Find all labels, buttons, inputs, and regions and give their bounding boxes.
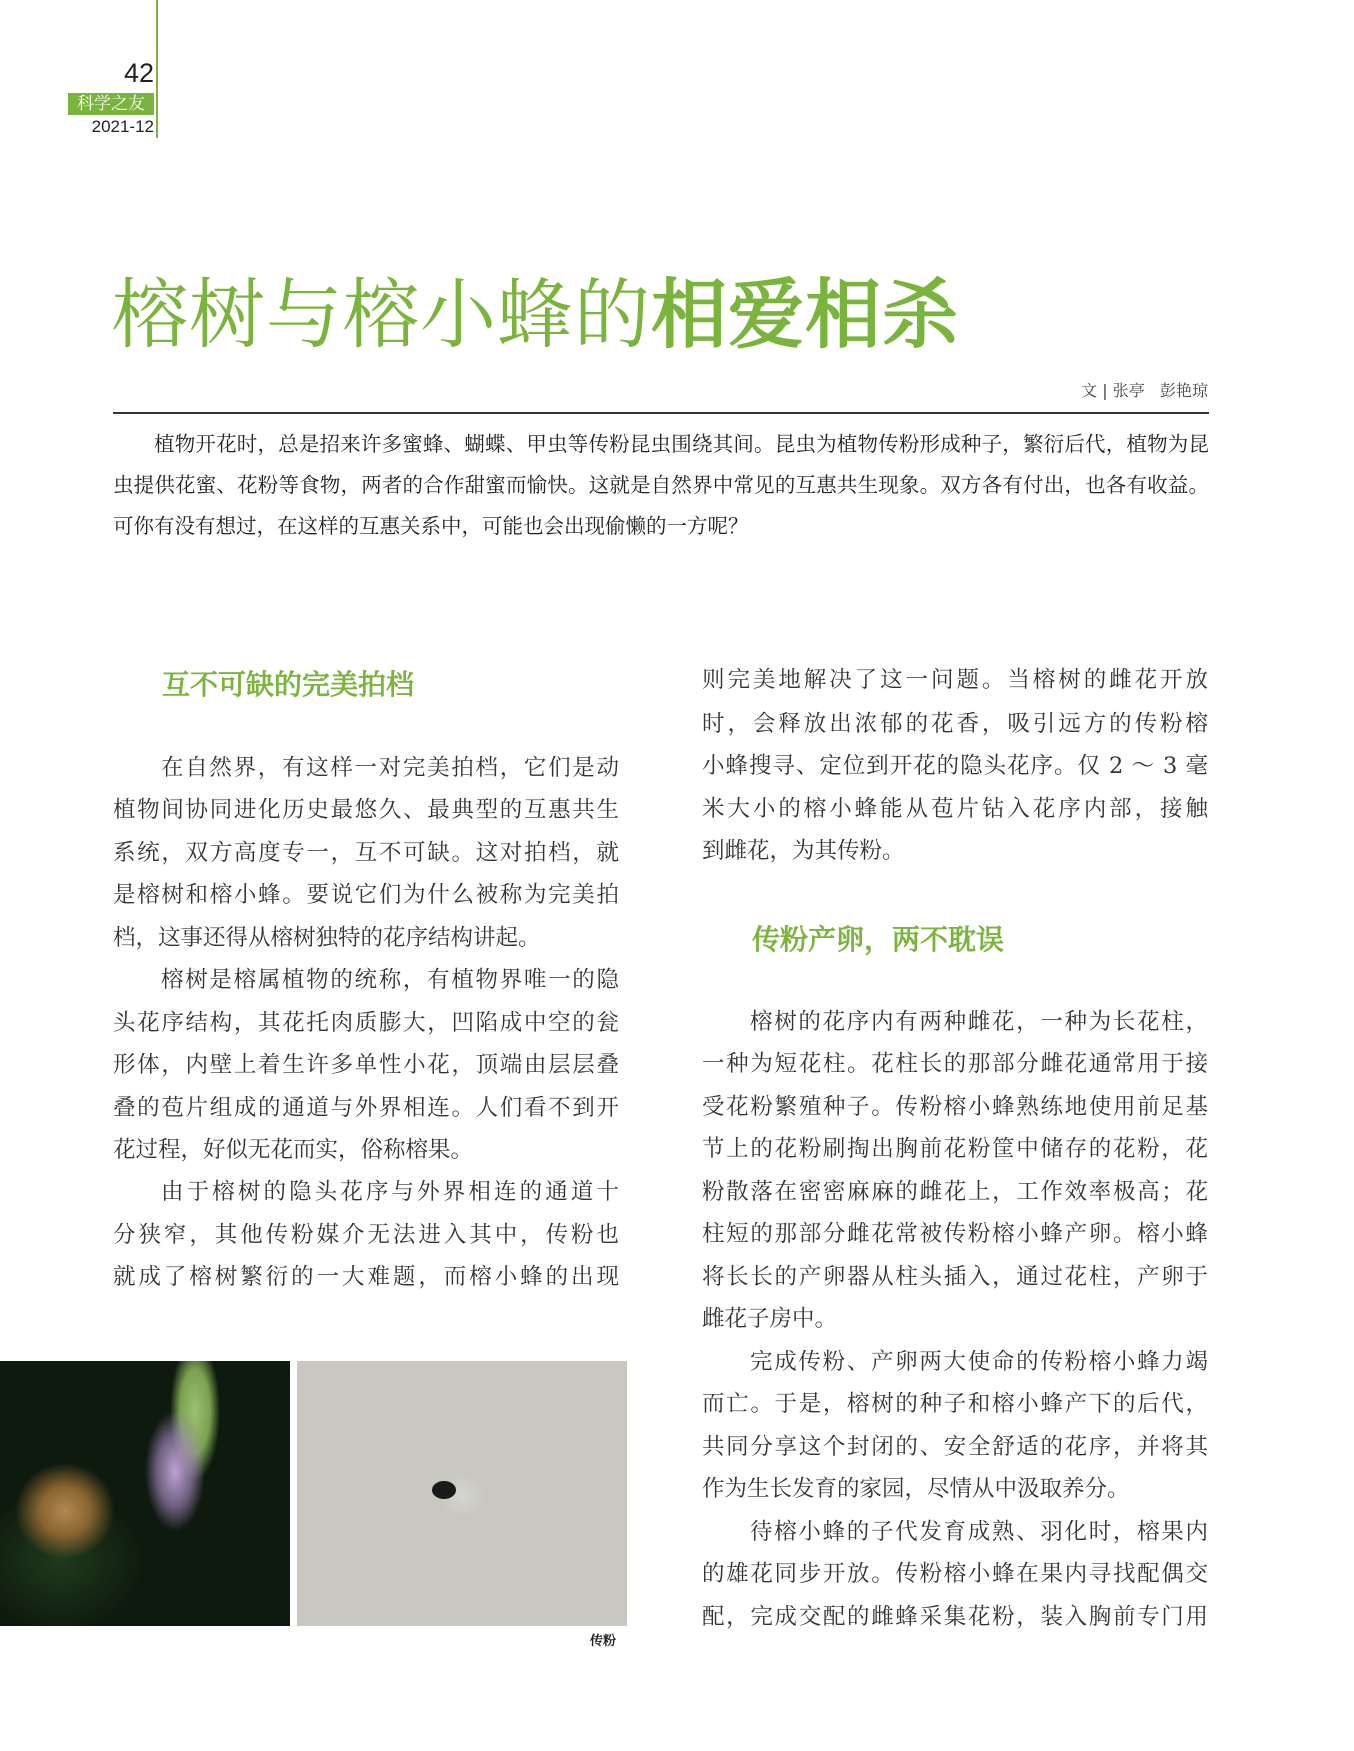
body-line: 形体，内壁上着生许多单性小花，顶端由层层叠 [113,1052,619,1078]
body-line: 档，这事还得从榕树独特的花序结构讲起。 [113,925,541,951]
body-line: 粉散落在密密麻麻的雌花上，工作效率极高；花 [702,1179,1208,1205]
issue-date: 2021-12 [91,117,154,136]
body-line: 叠的苞片组成的通道与外界相连。人们看不到开 [113,1095,619,1121]
bee-on-flower-photo [0,1361,290,1626]
section-heading-2: 传粉产卵，两不耽误 [752,923,1005,956]
title-bold: 相爱相杀 [651,270,959,359]
body-line: 小蜂搜寻、定位到开花的隐头花序。仅 2 ～ 3 毫 [702,753,1208,779]
article-title [112,270,959,360]
body-line: 在自然界，有这样一对完美拍档，它们是动 [161,755,619,781]
body-line: 受花粉繁殖种子。传粉榕小蜂熟练地使用前足基 [702,1094,1208,1120]
body-line: 头花序结构，其花托肉质膨大，凹陷成中空的瓮 [113,1010,619,1036]
body-line: 待榕小蜂的子代发育成熟、羽化时，榕果内 [750,1519,1208,1545]
body-line: 系统，双方高度专一，互不可缺。这对拍档，就 [113,840,619,866]
body-line: 植物间协同进化历史最悠久、最典型的互惠共生 [113,797,619,823]
title-rule [113,412,1209,414]
section-heading-1: 互不可缺的完美拍档 [162,668,415,701]
body-line: 作为生长发育的家园，尽情从中汲取养分。 [702,1476,1130,1502]
fig-wasp [432,1481,456,1499]
body-line: 时，会释放出浓郁的花香，吸引远方的传粉榕 [702,711,1208,737]
header-divider-line [156,0,158,138]
figure-caption: 传粉 [590,1634,617,1649]
body-line: 的雄花同步开放。传粉榕小蜂在果内寻找配偶交 [702,1561,1208,1587]
body-line: 榕树的花序内有两种雌花，一种为长花柱， [750,1009,1208,1035]
body-line: 则完美地解决了这一问题。当榕树的雌花开放 [702,667,1208,693]
fig-cross-section-photo [297,1361,627,1626]
body-line: 而亡。于是，榕树的种子和榕小蜂产下的后代， [702,1391,1208,1417]
body-line: 完成传粉、产卵两大使命的传粉榕小蜂力竭 [750,1349,1208,1375]
body-line: 配，完成交配的雌蜂采集花粉，装入胸前专门用 [702,1604,1208,1630]
page-number: 42 [123,58,154,88]
body-line: 是榕树和榕小蜂。要说它们为什么被称为完美拍 [113,882,619,908]
body-line: 花过程，好似无花而实，俗称榕果。 [113,1137,474,1163]
body-line: 共同分享这个封闭的、安全舒适的花序，并将其 [702,1434,1208,1460]
intro-text: 植物开花时，总是招来许多蜜蜂、蝴蝶、甲虫等传粉昆虫围绕其间。昆虫为植物传粉形成种子，繁衍后代，植物为昆虫提供花蜜、花粉等食物，两者的合作甜蜜而愉快。这就是自然界中常见的互惠共生现象。双方各有付出，也各有收益。可你有没有想过，在这样的互惠关系中，可能也会出现偷懒的一方呢？ [113,432,1209,538]
byline: 文 | 张亭 彭艳琼 [1081,381,1208,400]
body-line: 就成了榕树繁衍的一大难题，而榕小蜂的出现 [113,1264,619,1290]
body-line: 雌花子房中。 [702,1306,838,1332]
body-line: 柱短的那部分雌花常被传粉榕小蜂产卵。榕小蜂 [702,1221,1208,1247]
body-line: 由于榕树的隐头花序与外界相连的通道十 [161,1179,619,1205]
body-line: 分狭窄，其他传粉媒介无法进入其中，传粉也 [113,1222,619,1248]
body-line: 米大小的榕小蜂能从苞片钻入花序内部，接触 [702,796,1208,822]
title-regular: 榕树与榕小蜂的 [112,270,651,359]
intro-paragraph [113,424,1209,547]
body-line: 到雌花，为其传粉。 [702,838,905,864]
body-line: 榕树是榕属植物的统称，有植物界唯一的隐 [161,967,619,993]
body-line: 一种为短花柱。花柱长的那部分雌花通常用于接 [702,1051,1208,1077]
body-line: 节上的花粉刷掏出胸前花粉筐中储存的花粉，花 [702,1136,1208,1162]
body-line: 将长长的产卵器从柱头插入，通过花柱，产卵于 [702,1264,1208,1290]
magazine-name-badge: 科学之友 [68,93,154,115]
